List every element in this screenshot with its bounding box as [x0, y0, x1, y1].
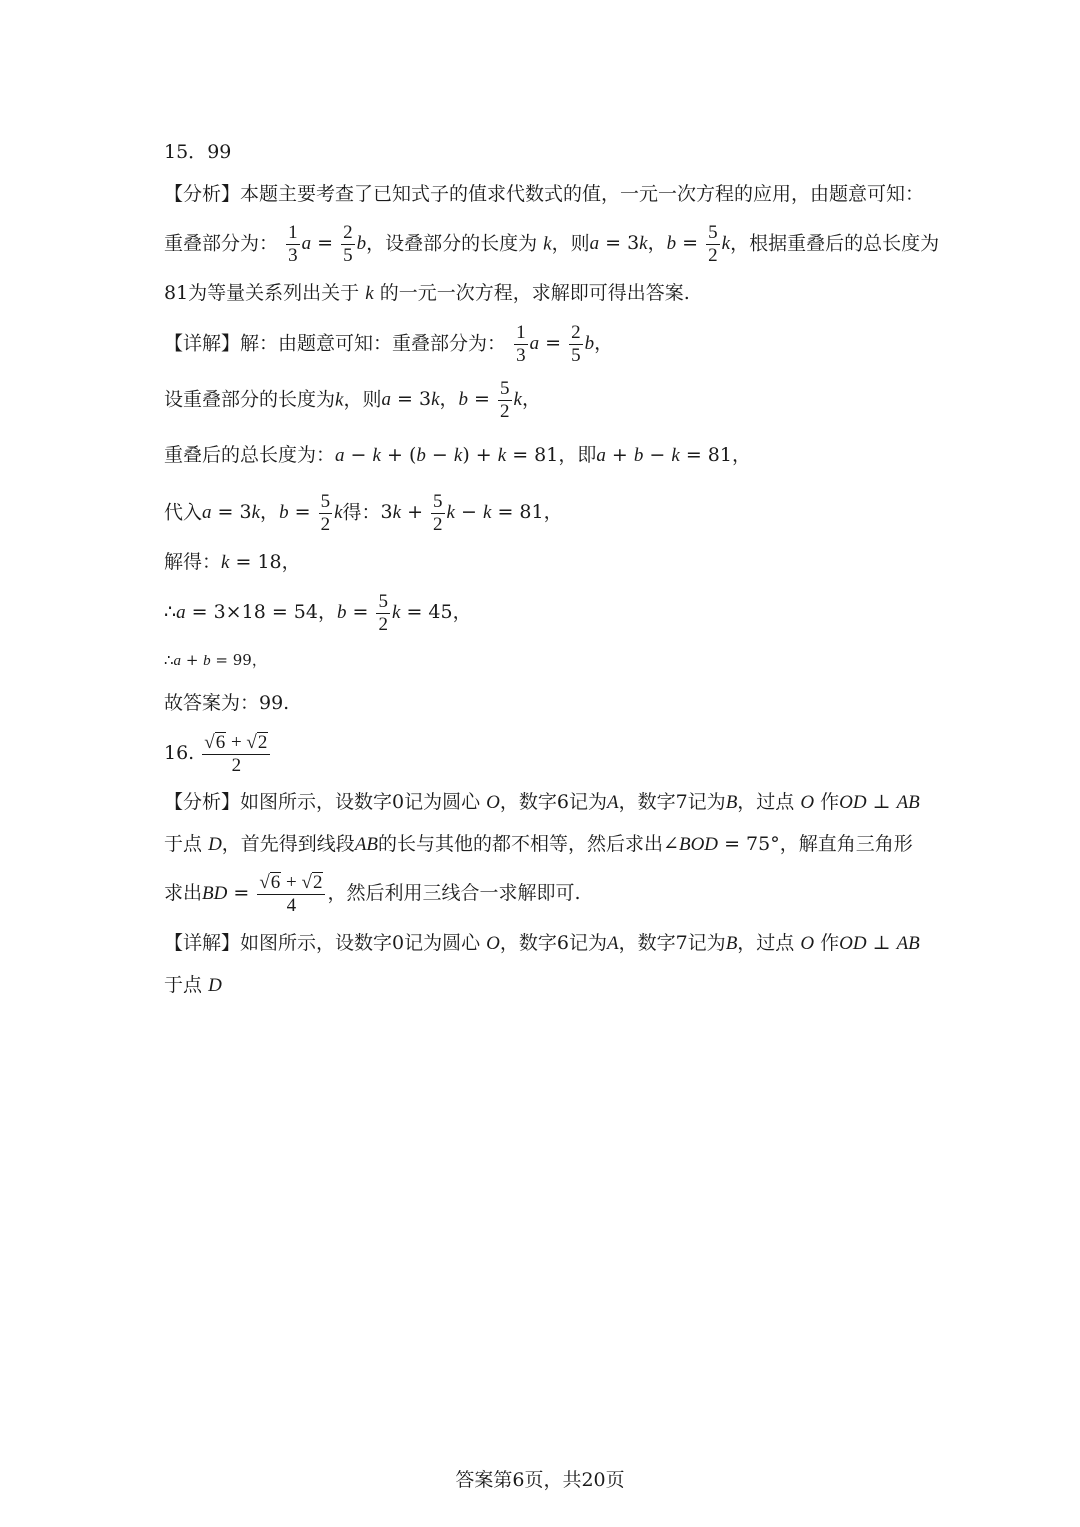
- detail-tag: 【详解】: [164, 932, 241, 954]
- q15-number: 15．: [164, 141, 208, 163]
- q16-detail-line-2: 于点 D: [164, 974, 222, 996]
- q15-analysis-line-1: 【分析】本题主要考查了已知式子的值求代数式的值，一元一次方程的应用，由题意可知：: [164, 183, 925, 205]
- detail-tag: 【详解】: [164, 332, 241, 355]
- q15-detail-line-7: [164, 653, 267, 669]
- q15-analysis-line-3: 81为等量关系列出关于 k 的一元一次方程，求解即可得出答案.: [164, 282, 690, 304]
- formula: a = 3k，b = $\frac{5}{2}$ k: [202, 491, 343, 535]
- q15-detail-line-5: 解得：k = 18，: [164, 551, 301, 573]
- analysis-tag: 【分析】: [164, 791, 241, 813]
- formula: BD = √ 6 + √ 2 4: [202, 882, 327, 904]
- formula: a + b − k = 81，: [596, 444, 751, 466]
- formula: $\frac{1}{3}$ a = $\frac{2}{5}$ b，: [516, 322, 614, 366]
- formula: a = 3k，b = $\frac{5}{2}$ k: [589, 222, 731, 266]
- formula: ∴a + b = 99，: [164, 651, 267, 669]
- formula: ∠BOD = 75°: [663, 833, 780, 855]
- formula: 3k + $\frac{5}{2}$ k − k = 81，: [380, 491, 563, 535]
- q16-answer: √ 6 + √ 2 2: [200, 742, 272, 764]
- q16-analysis-line-3: 求出BD = √ 6 + √ 2 4 ，然后利用三线合一求解即可.: [164, 872, 581, 916]
- q15-answer: 99: [207, 141, 232, 163]
- q16-header: [164, 732, 272, 776]
- q15-header: [164, 143, 231, 162]
- formula: ∴a = 3×18 = 54，b = $\frac{5}{2}$ k = 45，: [164, 591, 472, 635]
- q15-analysis-line-2: 重叠部分为： $\frac{1}{3}$ a = $\frac{2}{5}$ b，设叠部分的长度为 k，则a = 3k，b = $\frac{5}{2}$ k，根据重叠后的总长度为: [164, 222, 940, 266]
- q15-detail-line-2: 设重叠部分的长度为k，则a = 3k，b = $\frac{5}{2}$ k，: [164, 378, 541, 422]
- q15-detail-line-6: [164, 592, 472, 635]
- q15-conclusion: 故答案为：99.: [164, 692, 290, 714]
- q16-analysis-line-2: 于点 D，首先得到线段AB的长与其他的都不相等，然后求出∠BOD = 75°，解直角三角形: [164, 833, 913, 855]
- formula: k = 18，: [221, 551, 301, 573]
- formula: $\frac{1}{3}$ a = $\frac{2}{5}$ b: [288, 222, 367, 266]
- q16-analysis-line-1: 【分析】如图所示，设数字0记为圆心 O，数字6记为A，数字7记为B，过点 O 作OD ⊥ AB: [164, 791, 920, 813]
- formula: a − k + (b − k) + k = 81: [335, 444, 559, 466]
- q15-detail-line-4: 代入a = 3k，b = $\frac{5}{2}$ k得：3k + $\frac{5}{2}$ k − k = 81，: [164, 491, 563, 535]
- analysis-tag: 【分析】: [164, 183, 241, 205]
- formula: a = 3k，b = $\frac{5}{2}$ k，: [381, 378, 541, 422]
- q16-detail-line-1: 【详解】如图所示，设数字0记为圆心 O，数字6记为A，数字7记为B，过点 O 作OD ⊥ AB: [164, 932, 920, 954]
- q15-detail-line-3: 重叠后的总长度为：a − k + (b − k) + k = 81，即a + b − k = 81，: [164, 444, 751, 466]
- q16-number: 16.: [164, 741, 195, 764]
- q15-detail-line-1: 【详解】解：由题意可知：重叠部分为： $\frac{1}{3}$ a = $\frac{2}{5}$ b，: [164, 322, 614, 366]
- page-footer: 答案第6页，共20页: [455, 1469, 625, 1491]
